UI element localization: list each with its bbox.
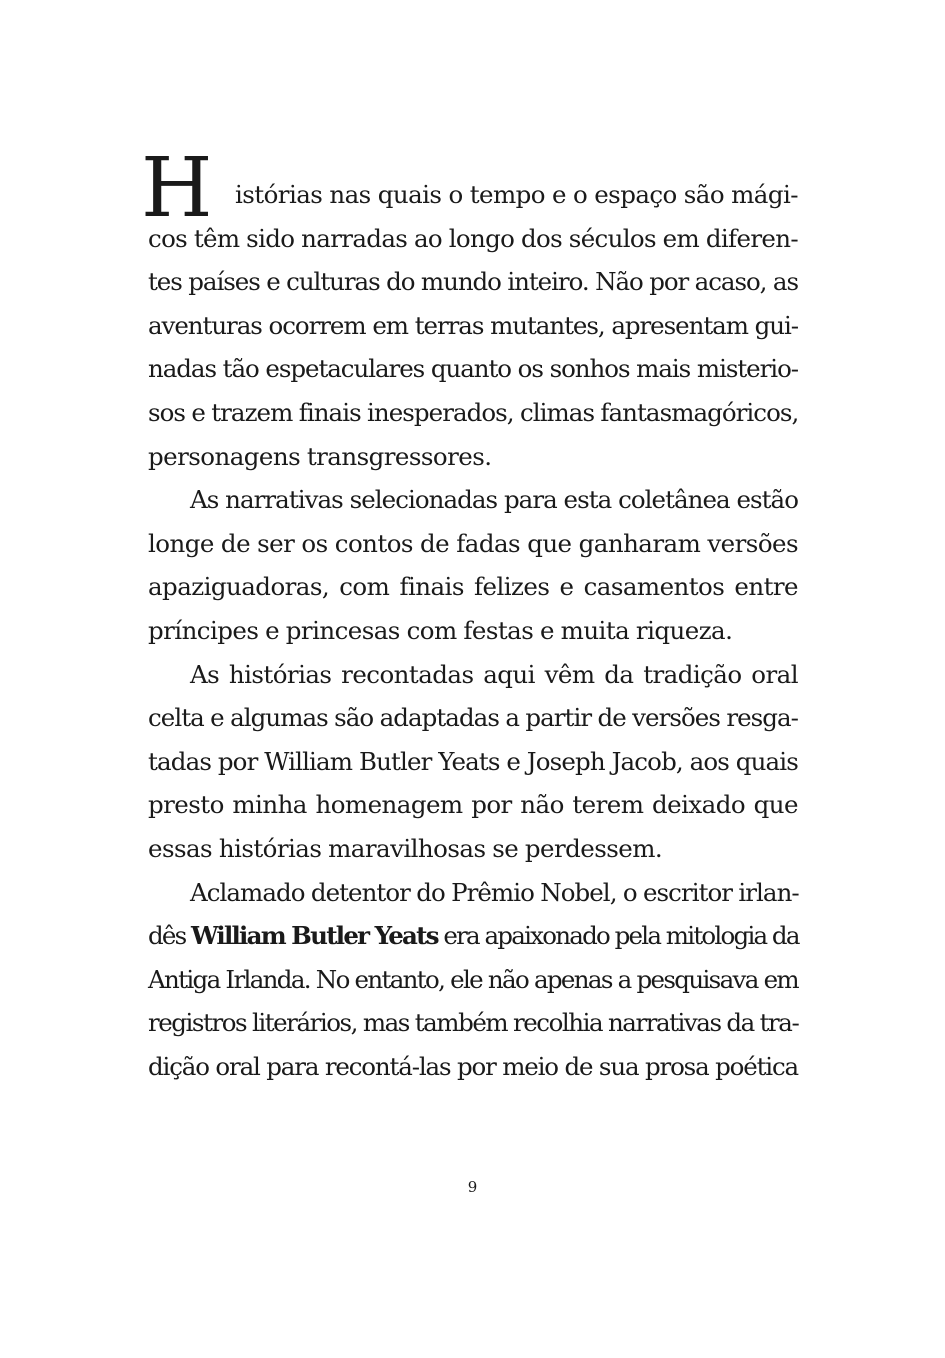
paragraph-4 [148,871,798,1089]
text-line: sos e trazem finais inesperados, climas fantasmagóricos, [148,397,799,427]
line-text: istórias nas quais o tempo e o espaço são mági- [235,180,798,209]
text-line: celta e algumas são adaptadas a partir de versões resga- [148,703,798,733]
text-line: príncipes e princesas com festas e muita riqueza. [148,615,733,645]
text-line: tadas por William Butler Yeats e Joseph Jacob, aos quais [148,746,798,776]
drop-cap: H [141,141,213,236]
text-line: tes países e culturas do mundo inteiro. Não por acaso, as [148,267,798,297]
text-line: cos têm sido narradas ao longo dos séculos em diferen- [148,223,798,253]
text-line: registros literários, mas também recolhia narrativas da tra- [148,1008,799,1038]
text-line: longe de ser os contos de fadas que ganharam versões [148,528,798,558]
paragraph-2 [148,478,798,652]
text-line: Aclamado detentor do Prêmio Nobel, o escritor irlan- [190,877,799,907]
line-text: dês [148,921,192,951]
text-line: apaziguadoras, com finais felizes e casamentos entre [148,572,798,602]
text-line: personagens transgressores. [148,441,492,471]
text-line: As histórias recontadas aqui vêm da tradição oral [190,659,798,689]
text-line [141,141,798,236]
text-line: aventuras ocorrem em terras mutantes, apresentam gui- [148,310,798,340]
author-name-bold: William Butler Yeats [191,921,438,951]
text-line: essas histórias maravilhosas se perdessem. [148,833,663,863]
paragraph-3 [148,653,798,871]
page-number: 9 [467,1178,478,1196]
paragraph-1 [141,141,799,478]
line-text: era apaixonado pela mitologia da [437,921,799,951]
text-line: As narrativas selecionadas para esta coletânea estão [190,485,798,515]
text-line: presto minha homenagem por não terem deixado que [148,790,798,820]
text-line: nadas tão espetaculares quanto os sonhos mais misterio- [148,354,798,384]
body-text [141,141,799,1088]
text-line: dição oral para recontá-las por meio de sua prosa poética [148,1051,798,1081]
text-line: Antiga Irlanda. No entanto, ele não apenas a pesquisava em [148,964,798,994]
text-line [148,914,798,958]
